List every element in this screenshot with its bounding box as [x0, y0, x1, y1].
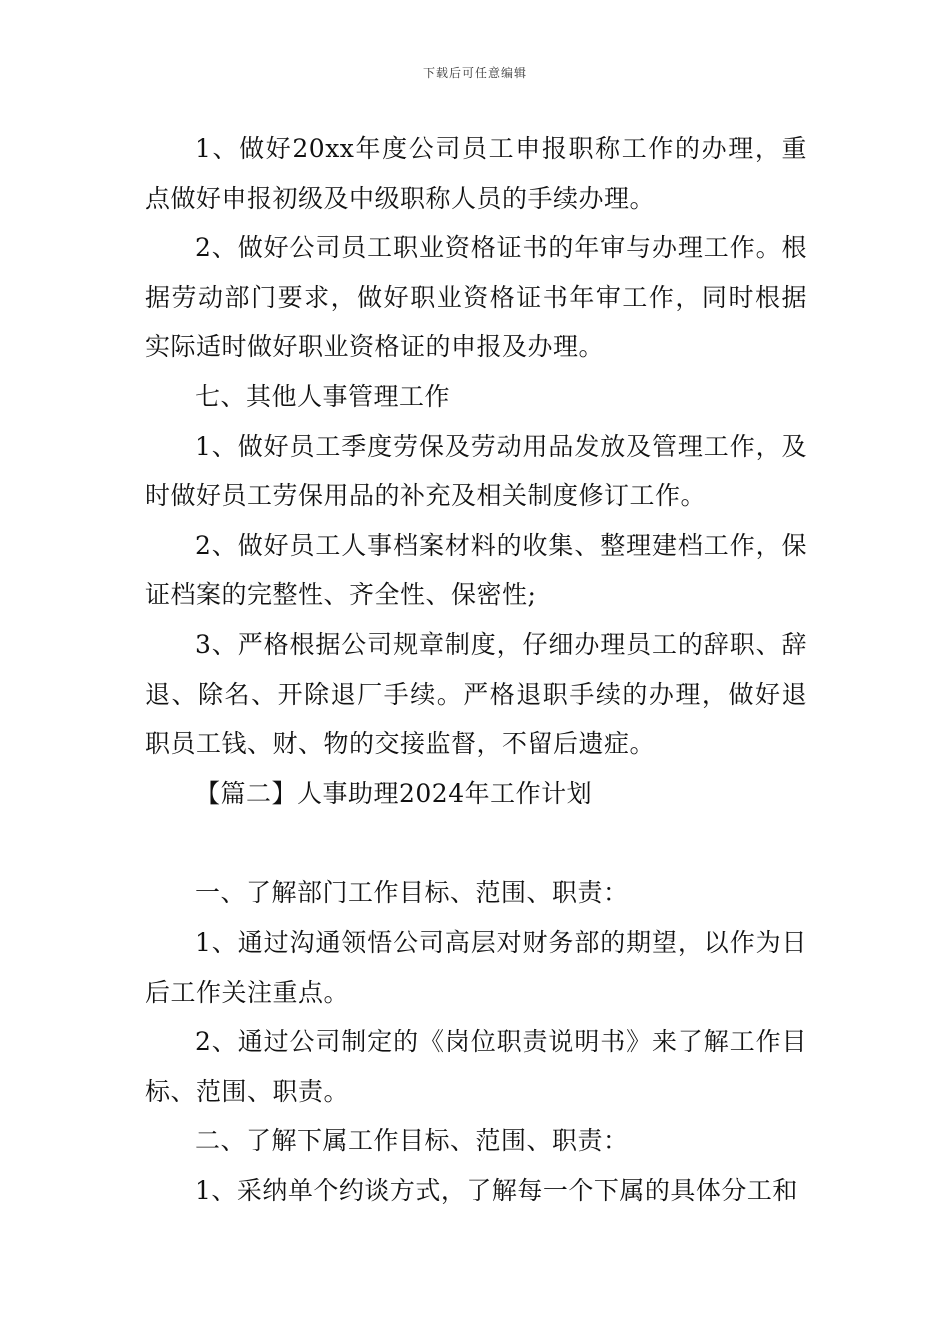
blank-line — [145, 818, 807, 868]
paragraph-individual-interviews: 1、采纳单个约谈方式，了解每一个下属的具体分工和 — [195, 1175, 798, 1205]
part-two-title: 【篇二】人事助理2024年工作计划 — [195, 778, 593, 808]
document-body — [145, 124, 807, 1215]
paragraph-resignation-procedures: 3、严格根据公司规章制度，仔细办理员工的辞职、辞退、除名、开除退厂手续。严格退职手续的办理，做好退职员工钱、财、物的交接监督，不留后遗症。 — [145, 629, 807, 759]
paragraph-job-description: 2、通过公司制定的《岗位职责说明书》来了解工作目标、范围、职责。 — [145, 1027, 807, 1106]
section-heading-other-hr-work: 七、其他人事管理工作 — [195, 381, 451, 411]
page-header-note: 下载后可任意编辑 — [422, 66, 527, 80]
paragraph-title-declaration: 1、做好20xx年度公司员工申报职称工作的办理，重点做好申报初级及中级职称人员的手续办理。 — [145, 134, 807, 213]
paragraph-labor-protection: 1、做好员工季度劳保及劳动用品发放及管理工作，及时做好员工劳保用品的补充及相关制度修订工作。 — [145, 431, 807, 511]
paragraph-personnel-archives: 2、做好员工人事档案材料的收集、整理建档工作，保证档案的完整性、齐全性、保密性; — [145, 530, 807, 610]
section-heading-department-goals: 一、了解部门工作目标、范围、职责： — [195, 878, 629, 908]
paragraph-management-expectations: 1、通过沟通领悟公司高层对财务部的期望，以作为日后工作关注重点。 — [145, 927, 807, 1007]
section-heading-subordinate-goals: 二、了解下属工作目标、范围、职责： — [195, 1126, 629, 1156]
paragraph-qualification-certificate: 2、做好公司员工职业资格证书的年审与办理工作。根据劳动部门要求，做好职业资格证书年审工作，同时根据实际适时做好职业资格证的申报及办理。 — [145, 233, 807, 362]
